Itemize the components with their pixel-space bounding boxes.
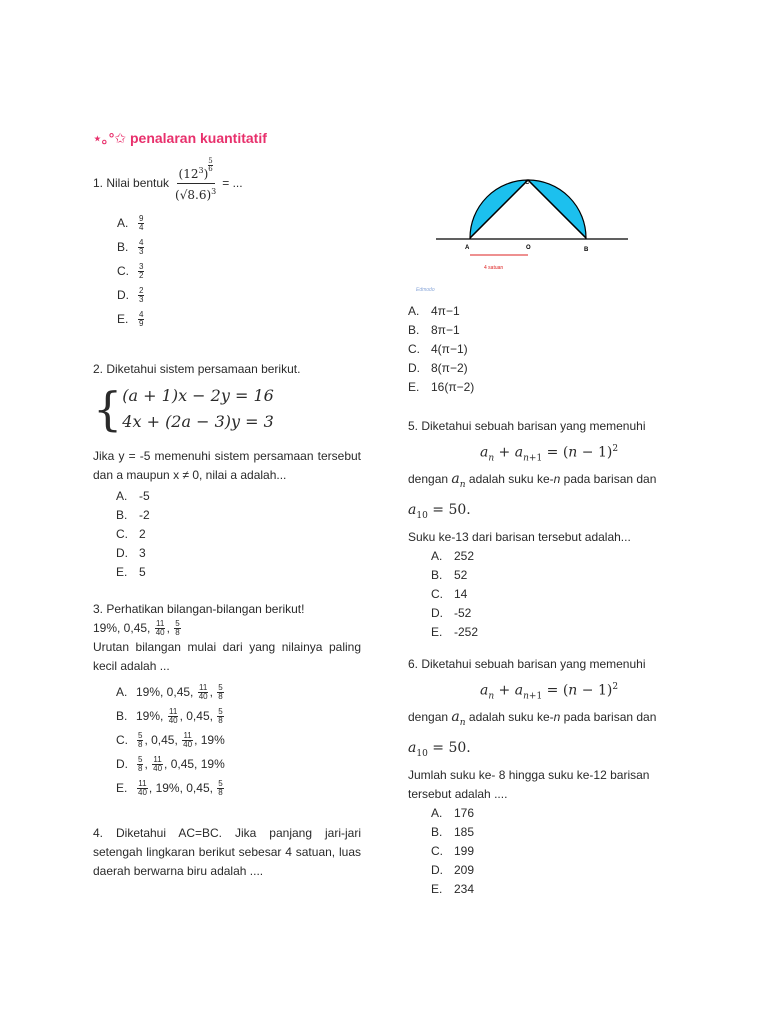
option-b[interactable]: B. $\frac{4}{3}$ <box>117 237 144 256</box>
option-c[interactable]: C. 2 <box>116 527 146 541</box>
option-b[interactable]: B. -2 <box>116 508 150 522</box>
option-d[interactable]: D. 209 <box>431 863 475 878</box>
option-letter: B. <box>116 708 128 723</box>
option-letter: C. <box>116 732 128 747</box>
equation-2: 4x + (2a − 3)y = 3 <box>122 412 274 431</box>
label-a: A <box>465 245 470 251</box>
question-3-text: Urutan bilangan mulai dari yang nilainya paling kecil adalah ... <box>93 640 361 673</box>
question-2-label: 2. Diketahui sistem persamaan berikut. <box>93 362 301 376</box>
fraction: $\frac{5}{8}$ <box>138 730 143 749</box>
brace: { <box>93 382 123 436</box>
option-b[interactable]: B. 52 <box>431 568 468 583</box>
option-letter: A. <box>116 684 128 699</box>
question-6-options <box>431 804 680 899</box>
question-6-label: 6. Diketahui sebuah barisan yang memenuhi <box>408 657 646 671</box>
option-b[interactable]: B. 185 <box>431 825 475 840</box>
option-a[interactable] <box>116 680 361 704</box>
fraction: $\frac{9}{4}$ <box>139 213 144 232</box>
question-2-text: Jika y = -5 memenuhi sistem persamaan tersebut dan a maupun x ≠ 0, nilai a adalah... <box>93 449 361 482</box>
option-text: , 19%, 0,45, <box>148 780 217 795</box>
semicircle-diagram <box>416 170 632 300</box>
option-c[interactable] <box>116 728 361 752</box>
option-text: , 0,45, <box>179 708 217 723</box>
question-4-text: 4. Diketahui AC=BC. Jika panjang jari-jari setengah lingkaran berikut sebesar 4 satuan, luas daerah berwarna biru adalah .... <box>93 826 361 878</box>
q1-numerator: (12 <box>178 167 199 181</box>
page-title: ⋆｡°✩ penalaran kuantitatif <box>93 130 267 146</box>
option-text: , 0,45, 19% <box>164 756 225 771</box>
question-5-definition: dengan $a_n$ adalah suku ke-n pada barisan dan <box>408 471 657 491</box>
radius-label: 4 satuan <box>484 265 504 271</box>
label-o: O <box>526 245 531 251</box>
option-a[interactable]: A. 4π−1 <box>408 304 460 318</box>
fraction: $\frac{3}{2}$ <box>139 261 144 280</box>
option-letter: E. <box>116 780 128 795</box>
question-2-options <box>116 487 361 582</box>
option-e[interactable]: E. 5 <box>116 565 146 579</box>
option-text: , <box>209 684 217 699</box>
option-text: , 19% <box>194 732 225 747</box>
question-6-definition: dengan $a_n$ adalah suku ke-n pada barisan dan <box>408 709 657 729</box>
fraction: $\frac{4}{3}$ <box>139 237 144 256</box>
a10-value: $a_{10} = 50$. <box>408 502 471 522</box>
option-d[interactable]: D. $\frac{2}{3}$ <box>117 285 144 304</box>
question-2 <box>93 360 361 582</box>
option-d[interactable]: D. 8(π−2) <box>408 361 468 375</box>
fraction: $\frac{5}{8}$ <box>138 754 143 773</box>
option-text: 19%, 0,45, <box>136 684 197 699</box>
option-letter: D. <box>116 756 128 771</box>
fraction: $\frac{11}{40}$ <box>153 754 163 773</box>
option-d[interactable]: D. -52 <box>431 606 472 621</box>
option-e[interactable]: E. 234 <box>431 882 475 897</box>
option-e[interactable]: E. $\frac{4}{9}$ <box>117 309 144 328</box>
fraction: $\frac{11}{40}$ <box>138 778 147 797</box>
option-e[interactable] <box>116 776 361 800</box>
question-1-label: 1. Nilai bentuk <box>93 176 170 190</box>
option-a[interactable]: A. -5 <box>116 489 150 503</box>
question-3 <box>93 600 361 800</box>
question-5-label: 5. Diketahui sebuah barisan yang memenuhi <box>408 419 646 433</box>
option-c[interactable]: C. 14 <box>431 587 468 602</box>
option-d[interactable]: D. 3 <box>116 546 146 560</box>
option-a[interactable]: A. $\frac{9}{4}$ <box>117 213 144 232</box>
fraction: $\frac{11}{40}$ <box>198 682 208 701</box>
label-c: C <box>525 180 530 186</box>
option-e[interactable]: E. 16(π−2) <box>408 380 475 394</box>
option-b[interactable]: B. 8π−1 <box>408 323 460 337</box>
option-text: , <box>144 756 152 771</box>
fraction: $\frac{5}{8}$ <box>218 682 223 701</box>
a10-value: $a_{10} = 50$. <box>408 740 471 760</box>
option-text: 19%, <box>136 708 167 723</box>
watermark: Edmodo <box>416 287 435 293</box>
question-1-tail: = ... <box>222 176 243 190</box>
fraction: $\frac{4}{9}$ <box>139 309 144 328</box>
question-1-expression: $(12^3)$ $^{\frac{5}{6}}$ $(√8.6)^3$ <box>175 157 217 202</box>
equation-system <box>93 383 361 435</box>
label-b: B <box>584 247 589 253</box>
option-c[interactable]: C. 199 <box>431 844 475 859</box>
question-4-options <box>408 302 474 397</box>
q1-denominator: (√8.6) <box>175 188 212 202</box>
fraction: $\frac{11}{40}$ <box>183 730 193 749</box>
option-e[interactable]: E. -252 <box>431 625 479 640</box>
option-a[interactable]: A. 252 <box>431 549 475 564</box>
question-5-options <box>431 547 680 642</box>
option-d[interactable] <box>116 752 361 776</box>
fraction: $\frac{5}{8}$ <box>218 706 223 725</box>
option-b[interactable] <box>116 704 361 728</box>
fraction: $\frac{11}{40}$ <box>168 706 178 725</box>
option-c[interactable]: C. 4(π−1) <box>408 342 468 356</box>
fraction: $\frac{5}{8}$ <box>218 778 223 797</box>
question-3-numbers: 19%, 0,45, $\frac{11}{40}$ , $\frac{5}{8}$ <box>93 619 180 638</box>
option-a[interactable]: A. 176 <box>431 806 475 821</box>
fraction: $\frac{2}{3}$ <box>139 285 144 304</box>
question-5 <box>408 417 680 642</box>
question-6 <box>408 655 680 899</box>
question-3-options <box>116 680 361 800</box>
option-text: , 0,45, <box>144 732 182 747</box>
question-5-text: Suku ke-13 dari barisan tersebut adalah... <box>408 530 631 545</box>
sequence-formula: $a_n + a_{n+1} = (n - 1)^2$ <box>479 682 619 702</box>
question-1 <box>93 157 353 331</box>
sequence-formula: $a_n + a_{n+1} = (n - 1)^2$ <box>479 444 619 464</box>
question-1-options <box>117 211 353 331</box>
equation-1: (a + 1)x − 2y = 16 <box>122 386 274 405</box>
question-3-label: 3. Perhatikan bilangan-bilangan berikut! <box>93 602 305 616</box>
option-c[interactable]: C. $\frac{3}{2}$ <box>117 261 144 280</box>
question-6-text: Jumlah suku ke- 8 hingga suku ke-12 barisan tersebut adalah .... <box>408 768 650 802</box>
